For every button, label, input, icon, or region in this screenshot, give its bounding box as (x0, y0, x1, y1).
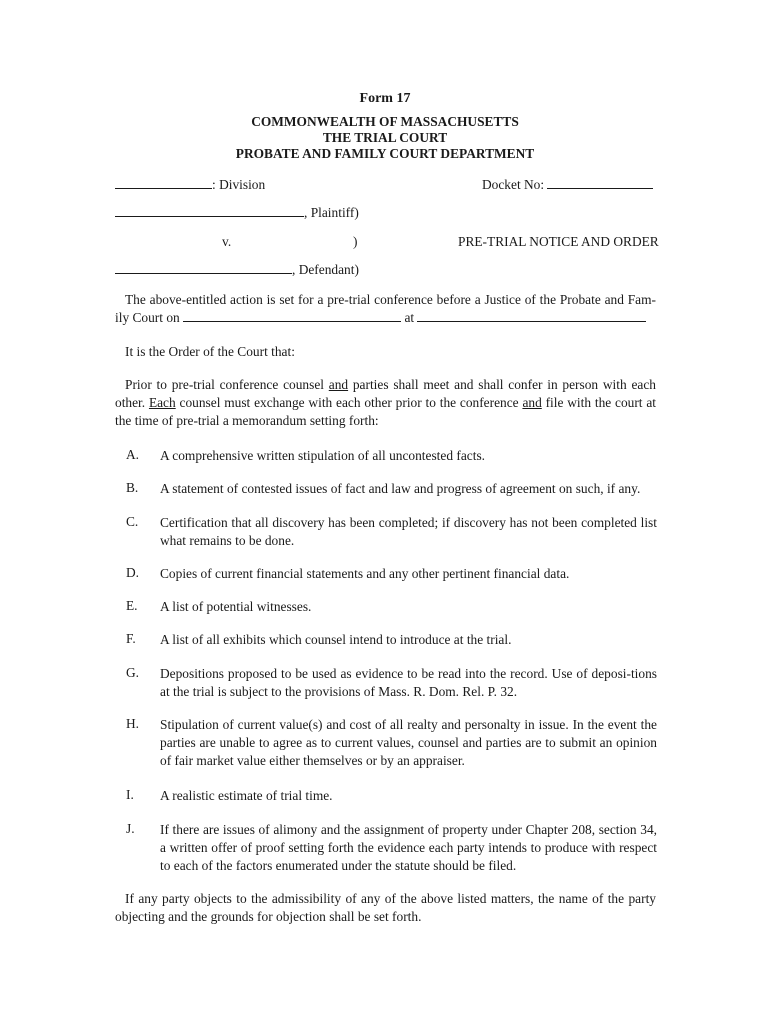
conference-date-blank[interactable] (183, 310, 401, 322)
header-department: PROBATE AND FAMILY COURT DEPARTMENT (235, 146, 535, 161)
docket-blank[interactable] (547, 177, 653, 189)
division-blank[interactable] (115, 177, 212, 189)
conference-paragraph (115, 291, 656, 327)
closing-text: If any party objects to the admissibility of any of the above listed matters, the name of the party objecting and the grounds for objection shall be set forth. (115, 891, 656, 924)
item-label: C. (126, 514, 139, 529)
item-label: E. (126, 598, 138, 613)
item-text: Certification that all discovery has been completed; if discovery has not been completed list what remains to be done. (160, 515, 657, 548)
order-intro (115, 343, 656, 361)
item-text: Depositions proposed to be used as evidence to be read into the record. Use of deposi-tions at the trial is subject to the provisions of Mass. R. Dom. Rel. P. 32. (160, 666, 657, 699)
item-text: A realistic estimate of trial time. (160, 788, 333, 803)
docket-line (482, 177, 653, 193)
item-label: A. (126, 447, 140, 462)
memo-and-2: and (522, 395, 542, 410)
item-text: A statement of contested issues of fact and law and progress of agreement on such, if any. (160, 481, 641, 496)
defendant-line (115, 262, 359, 278)
order-intro-text: It is the Order of the Court that: (125, 344, 295, 359)
item-label: H. (126, 716, 140, 731)
form-number: Form 17 (359, 91, 411, 106)
memo-text-d: file with the court at the time of pre-trial a memorandum setting forth: (115, 395, 656, 428)
conference-at: at (404, 310, 415, 325)
conference-time-blank[interactable] (417, 310, 646, 322)
item-text: Copies of current financial statements and any other pertinent financial data. (160, 566, 570, 581)
item-label: B. (126, 480, 139, 495)
conference-text: The above-entitled action is set for a pre-trial conference before a Justice of the Probate and Fam-ily Court on (115, 292, 656, 325)
item-label: J. (126, 821, 135, 836)
item-label: I. (126, 787, 134, 802)
closing-paragraph (115, 890, 656, 926)
item-text: A list of potential witnesses. (160, 599, 312, 614)
memorandum-paragraph (115, 376, 656, 430)
division-line (115, 177, 265, 193)
item-text: A list of all exhibits which counsel intend to introduce at the trial. (160, 632, 512, 647)
plaintiff-line (115, 205, 359, 221)
memo-each: Each (148, 395, 176, 410)
plaintiff-label: , Plaintiff) (304, 205, 359, 220)
defendant-blank[interactable] (115, 262, 292, 274)
header-commonwealth: COMMONWEALTH OF MASSACHUSETTS (251, 114, 519, 129)
item-label: G. (126, 665, 140, 680)
docket-label: Docket No: (482, 177, 545, 192)
versus: v. (222, 234, 232, 249)
division-label: : Division (212, 177, 266, 192)
caption-paren: ) (353, 234, 358, 249)
memo-text-b: parties shall meet and shall confer in person with each other. (115, 377, 656, 410)
memo-text-a: Prior to pre-trial conference counsel (125, 377, 324, 392)
memo-text-c: counsel must exchange with each other prior to the conference (179, 395, 519, 410)
item-text: If there are issues of alimony and the assignment of property under Chapter 208, section 34, a written offer of proof setting forth the evidence each party intends to produce with respect to each of the factors enumerated under the statute should be filed. (160, 822, 657, 873)
header-trial-court: THE TRIAL COURT (322, 130, 448, 145)
defendant-label: , Defendant) (292, 262, 359, 277)
item-text: Stipulation of current value(s) and cost of all realty and personalty in issue. In the event the parties are unable to agree as to current values, counsel and parties are to submit an opinion of fair market value either themselves or by an appraiser. (160, 717, 657, 768)
item-label: F. (126, 631, 136, 646)
plaintiff-blank[interactable] (115, 205, 304, 217)
item-label: D. (126, 565, 140, 580)
memo-and-1: and (328, 377, 349, 392)
notice-title: PRE-TRIAL NOTICE AND ORDER (458, 234, 659, 249)
item-text: A comprehensive written stipulation of all uncontested facts. (160, 448, 486, 463)
